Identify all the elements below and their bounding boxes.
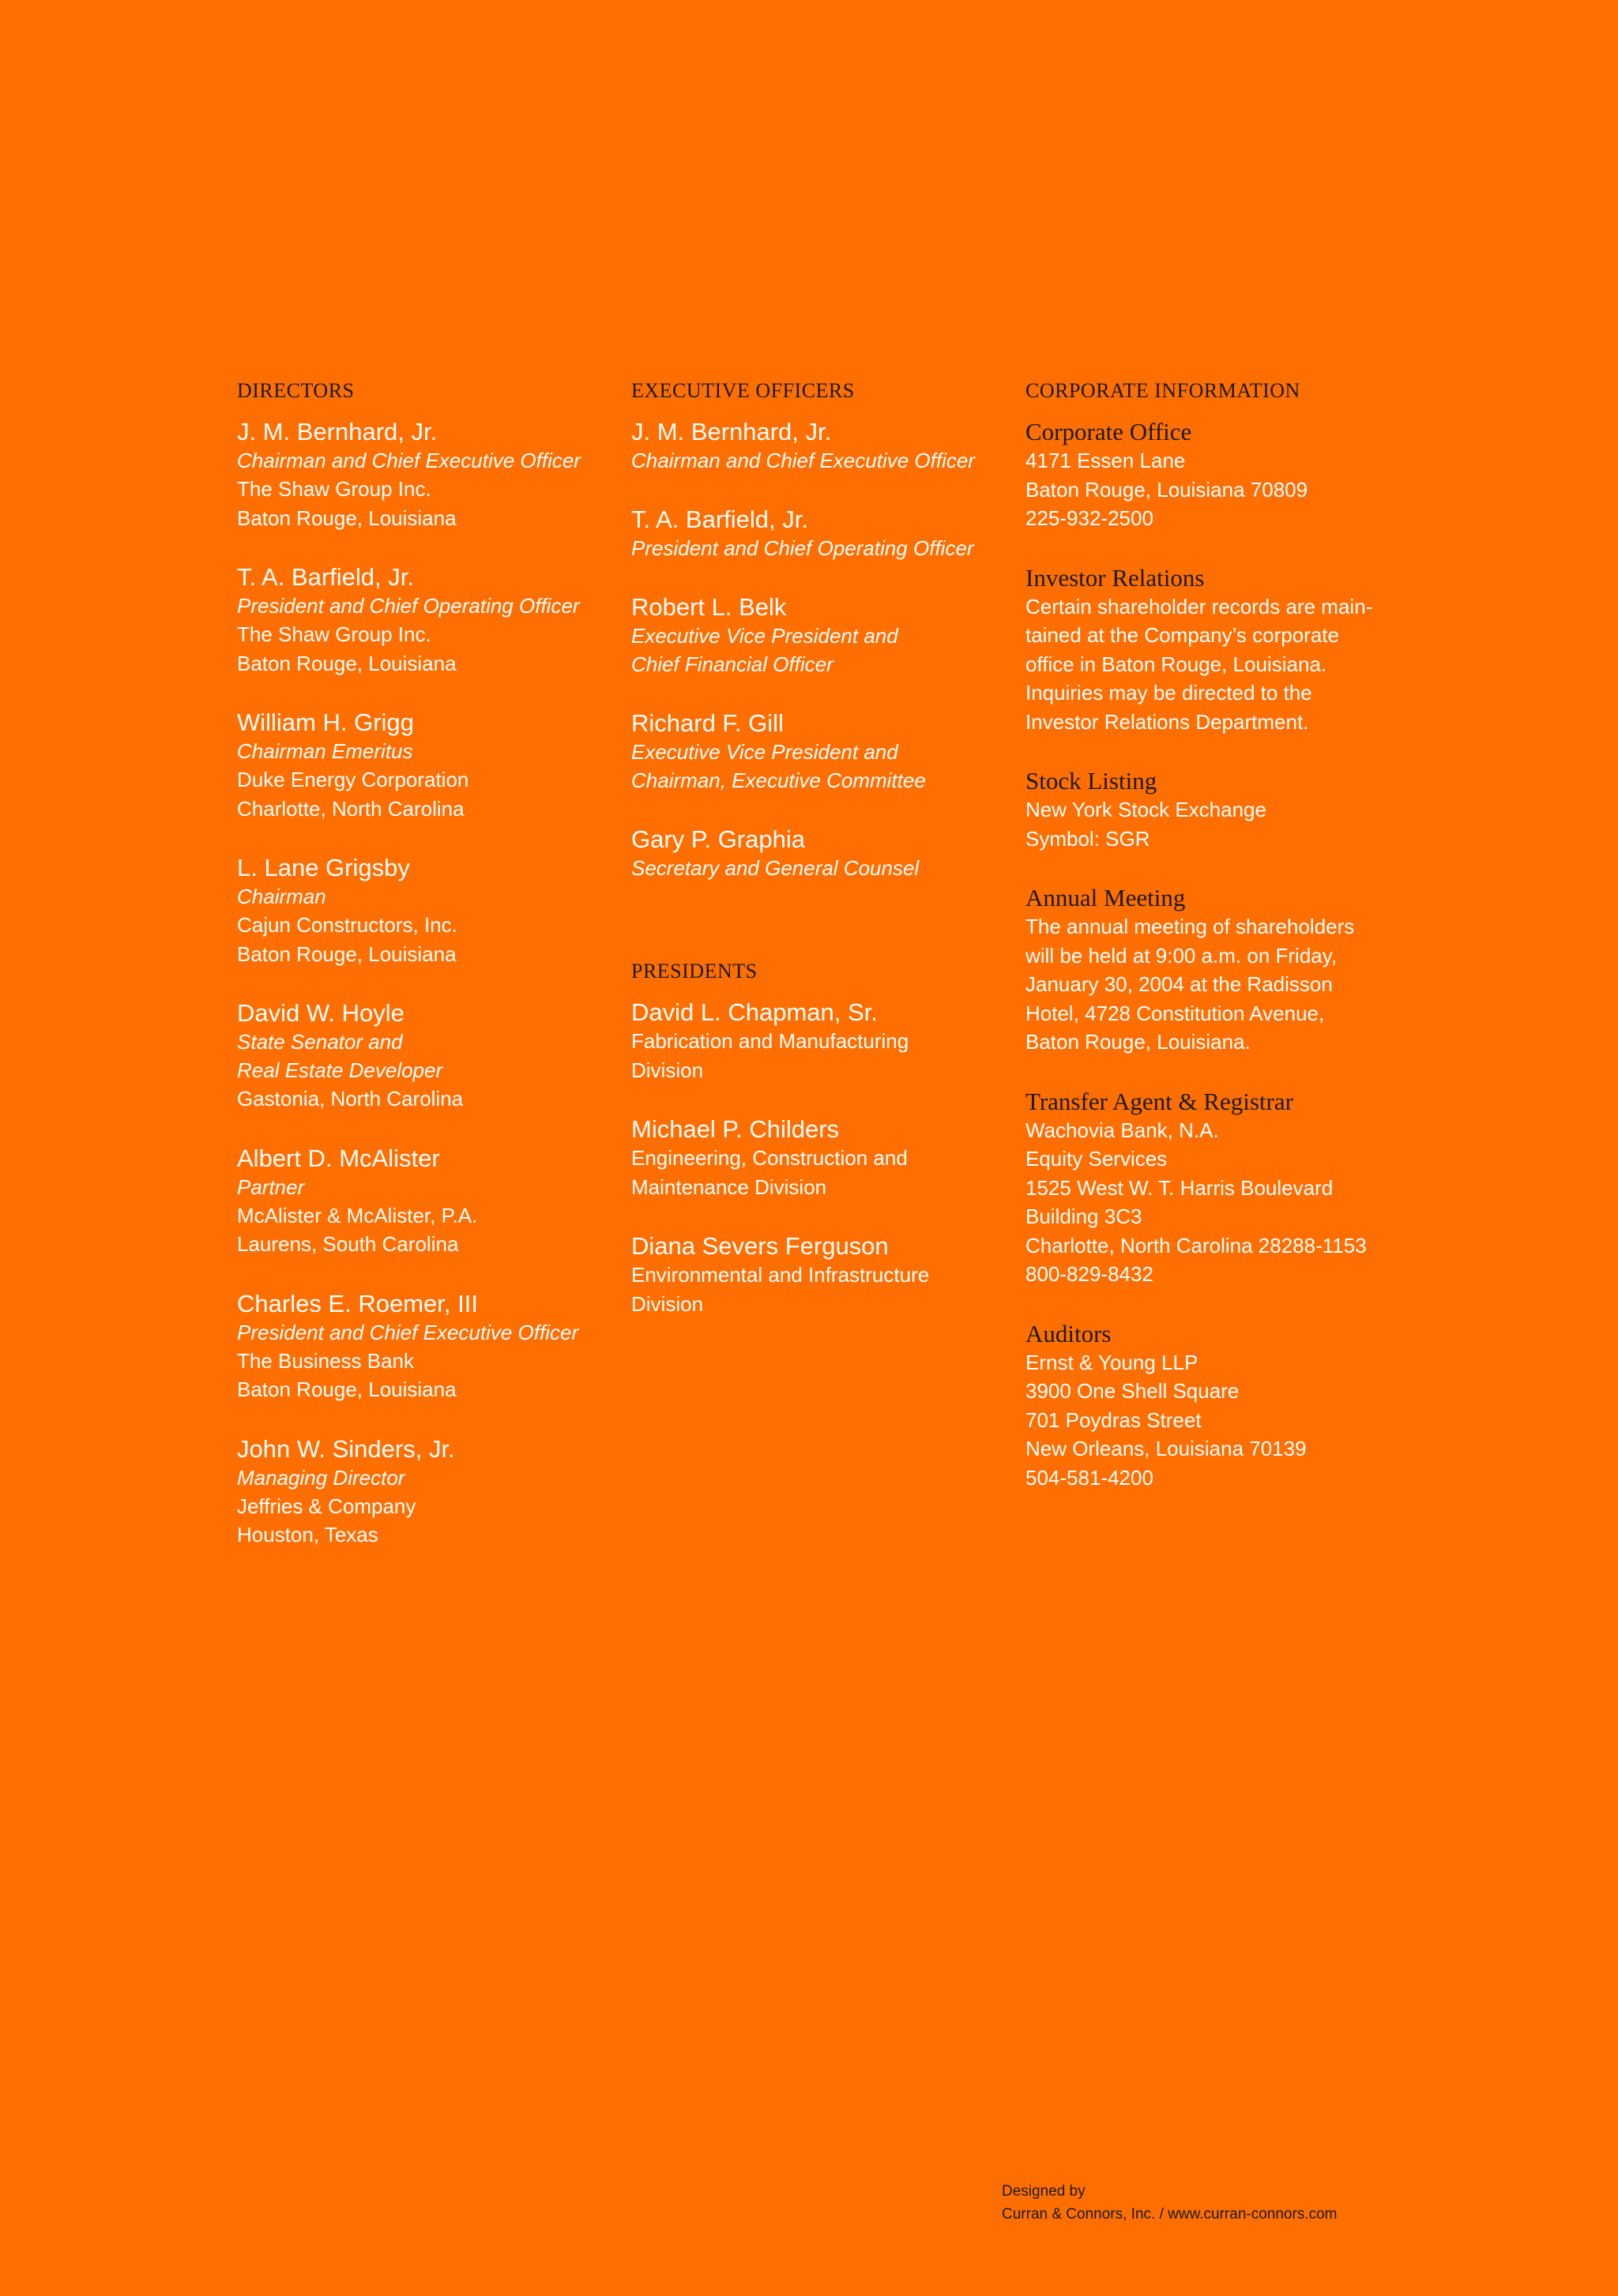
info-block <box>1025 766 1405 853</box>
person-title: Managing Director <box>237 1465 405 1490</box>
person-name: J. M. Bernhard, Jr. <box>631 418 832 445</box>
person-entry <box>631 1114 1003 1201</box>
directors-heading: DIRECTORS <box>237 379 355 402</box>
person-name: T. A. Barfield, Jr. <box>631 505 808 533</box>
person-title: Chairman, Executive Committee <box>631 768 926 792</box>
person-detail: Baton Rouge, Louisiana <box>237 505 457 530</box>
person-entry <box>237 1434 608 1550</box>
person-title: President and Chief Operating Officer <box>631 536 974 560</box>
credits-designed-by: Designed by <box>1002 2183 1086 2200</box>
presidents-list <box>631 998 1003 1318</box>
person-detail: Division <box>631 1291 704 1316</box>
info-line: 1525 West W. T. Harris Boulevard <box>1025 1175 1334 1200</box>
person-entry <box>237 998 608 1114</box>
person-title: Chairman <box>237 885 326 908</box>
person-detail: Charlotte, North Carolina <box>237 796 465 821</box>
person-name: David L. Chapman, Sr. <box>631 998 878 1026</box>
person-name: John W. Sinders, Jr. <box>237 1434 455 1463</box>
info-line: 504-581-4200 <box>1025 1465 1153 1490</box>
info-block <box>1025 563 1405 737</box>
info-line: The annual meeting of shareholders <box>1025 915 1355 938</box>
person-detail: Jeffries & Company <box>237 1494 416 1518</box>
corporate-information-column <box>1025 379 1405 1522</box>
corporate-information-heading: CORPORATE INFORMATION <box>1025 379 1300 402</box>
presidents-heading: PRESIDENTS <box>631 960 758 983</box>
info-line: Building 3C3 <box>1025 1204 1142 1228</box>
person-entry <box>631 998 1003 1084</box>
person-detail: The Shaw Group Inc. <box>237 622 431 646</box>
info-line: Equity Services <box>1025 1147 1168 1171</box>
info-line: New Orleans, Louisiana 70139 <box>1025 1437 1307 1460</box>
person-name: Michael P. Childers <box>631 1115 840 1143</box>
info-line: January 30, 2004 at the Radisson <box>1025 972 1333 996</box>
person-detail: Baton Rouge, Louisiana <box>237 941 457 966</box>
info-line: will be held at 9:00 a.m. on Friday, <box>1025 943 1338 968</box>
person-detail: McAlister & McAlister, P.A. <box>237 1203 478 1227</box>
person-title: Chairman and Chief Executive Officer <box>631 449 975 472</box>
info-line: 225-932-2500 <box>1025 506 1153 530</box>
person-detail: Maintenance Division <box>631 1174 827 1199</box>
person-entry <box>237 1144 608 1259</box>
design-credits <box>1002 2180 1338 2226</box>
section-spacer <box>631 912 1003 960</box>
person-detail: Cajun Constructors, Inc. <box>237 913 457 937</box>
credits-designer: Curran & Connors, Inc. / www.curran-connors.com <box>1002 2206 1338 2223</box>
info-line: Wachovia Bank, N.A. <box>1025 1118 1219 1142</box>
info-line: 800-829-8432 <box>1025 1262 1153 1286</box>
person-detail: Gastonia, North Carolina <box>237 1087 464 1110</box>
person-entry <box>631 1231 1003 1318</box>
person-name: Gary P. Graphia <box>631 825 805 853</box>
person-detail: Laurens, South Carolina <box>237 1232 459 1256</box>
person-name: Diana Severs Ferguson <box>631 1232 889 1260</box>
info-heading: Investor Relations <box>1025 563 1205 592</box>
person-name: J. M. Bernhard, Jr. <box>237 418 438 445</box>
info-block <box>1025 1087 1405 1289</box>
info-line: Charlotte, North Carolina 28288-1153 <box>1025 1233 1367 1257</box>
info-heading: Auditors <box>1025 1319 1112 1347</box>
directors-column <box>237 379 608 1580</box>
executive-officers-heading: EXECUTIVE OFFICERS <box>631 379 855 402</box>
info-heading: Stock Listing <box>1025 767 1157 795</box>
info-line: Symbol: SGR <box>1025 826 1150 851</box>
info-heading: Annual Meeting <box>1025 884 1186 911</box>
person-detail: The Business Bank <box>237 1348 415 1373</box>
officers-column <box>631 379 1003 1348</box>
info-line: New York Stock Exchange <box>1025 798 1266 821</box>
info-line: Hotel, 4728 Constitution Avenue, <box>1025 1001 1325 1025</box>
person-name: Albert D. McAlister <box>237 1144 440 1172</box>
info-line: tained at the Company’s corporate <box>1025 623 1339 647</box>
person-detail: Houston, Texas <box>237 1523 378 1546</box>
info-line: 3900 One Shell Square <box>1025 1379 1240 1403</box>
person-name: Charles E. Roemer, III <box>237 1289 478 1317</box>
person-title: Secretary and General Counsel <box>631 856 920 880</box>
person-name: Robert L. Belk <box>631 593 787 621</box>
info-block <box>1025 1319 1405 1493</box>
person-entry <box>237 417 608 532</box>
person-detail: Engineering, Construction and <box>631 1146 908 1170</box>
person-entry <box>631 825 1003 882</box>
person-entry <box>631 592 1003 678</box>
person-title: Partner <box>237 1174 305 1199</box>
person-title: Chairman Emeritus <box>237 739 413 763</box>
person-name: Richard F. Gill <box>631 709 784 737</box>
person-entry <box>237 1289 608 1404</box>
info-line: 4171 Essen Lane <box>1025 449 1186 472</box>
info-line: office in Baton Rouge, Louisiana. <box>1025 652 1327 676</box>
info-line: Certain shareholder records are main- <box>1025 594 1373 618</box>
person-entry <box>237 853 608 968</box>
person-detail: Baton Rouge, Louisiana <box>237 651 457 675</box>
info-heading: Corporate Office <box>1025 418 1192 445</box>
directors-list <box>237 417 608 1550</box>
person-detail: Baton Rouge, Louisiana <box>237 1377 457 1401</box>
person-title: President and Chief Operating Officer <box>237 594 580 618</box>
person-name: William H. Grigg <box>237 708 414 736</box>
info-line: 701 Poydras Street <box>1025 1407 1202 1432</box>
person-detail: Fabrication and Manufacturing <box>631 1029 909 1053</box>
person-title: Chief Financial Officer <box>631 652 833 676</box>
person-name: David W. Hoyle <box>237 999 404 1027</box>
person-detail: The Shaw Group Inc. <box>237 477 431 501</box>
person-title: President and Chief Executive Officer <box>237 1320 579 1344</box>
person-detail: Duke Energy Corporation <box>237 768 469 791</box>
person-name: L. Lane Grigsby <box>237 854 410 881</box>
person-entry <box>237 708 608 823</box>
info-line: Baton Rouge, Louisiana 70809 <box>1025 477 1308 502</box>
person-name: T. A. Barfield, Jr. <box>237 563 414 591</box>
info-line: Baton Rouge, Louisiana. <box>1025 1030 1251 1054</box>
corporate-information-list <box>1025 417 1405 1492</box>
person-entry <box>631 505 1003 562</box>
executive-officers-list <box>631 417 1003 882</box>
person-detail: Environmental and Infrastructure <box>631 1263 930 1287</box>
info-line: Investor Relations Department. <box>1025 709 1309 734</box>
info-heading: Transfer Agent & Registrar <box>1025 1087 1293 1115</box>
info-line: Ernst & Young LLP <box>1025 1350 1198 1374</box>
person-entry <box>631 417 1003 475</box>
person-title: Executive Vice President and <box>631 740 898 764</box>
person-detail: Division <box>631 1058 704 1082</box>
person-entry <box>631 708 1003 795</box>
person-title: State Senator and <box>237 1030 403 1054</box>
info-block <box>1025 417 1405 533</box>
info-block <box>1025 883 1405 1057</box>
info-line: Inquiries may be directed to the <box>1025 681 1312 705</box>
person-entry <box>237 562 608 678</box>
person-title: Chairman and Chief Executive Officer <box>237 449 581 472</box>
person-title: Executive Vice President and <box>631 624 898 648</box>
person-title: Real Estate Developer <box>237 1058 443 1082</box>
